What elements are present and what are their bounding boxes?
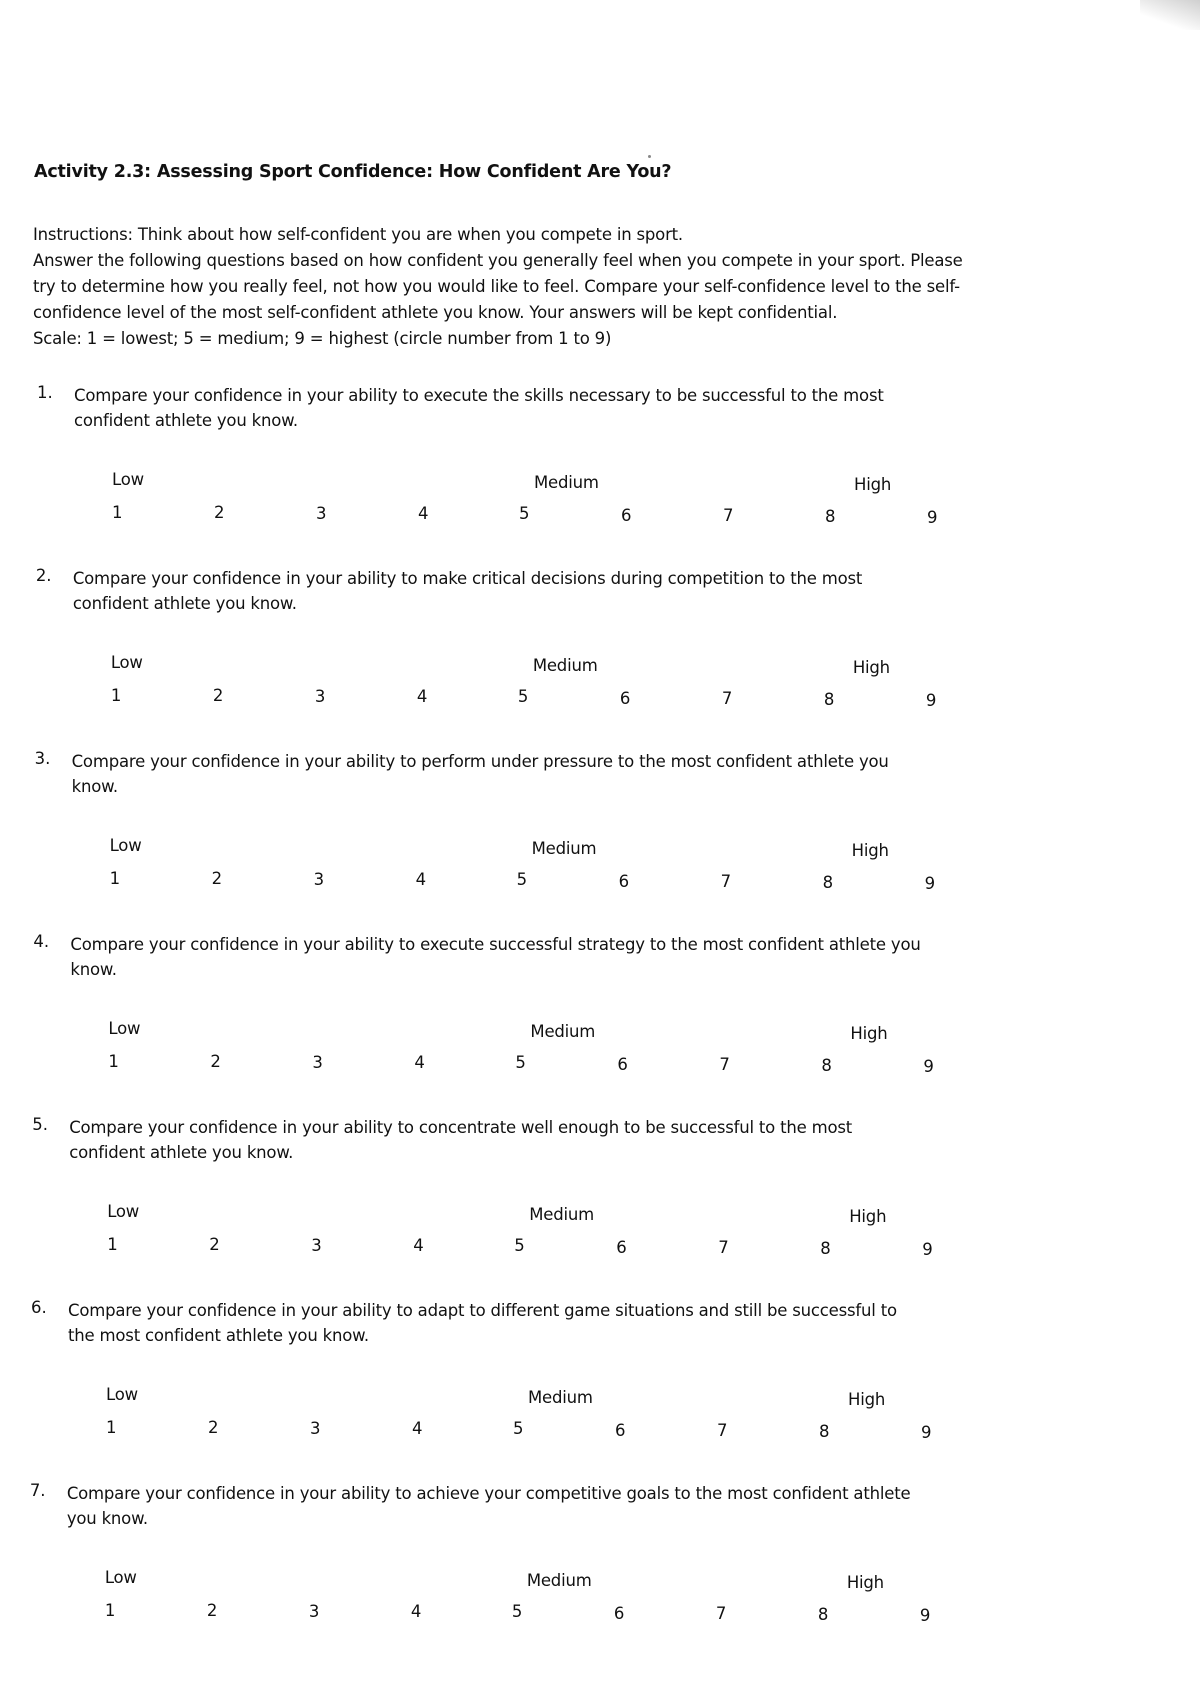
scale-option-7[interactable]: 7 <box>718 1238 729 1257</box>
scale-option-9[interactable]: 9 <box>923 1057 934 1076</box>
scan-speck <box>648 155 651 158</box>
scale-option-1[interactable]: 1 <box>107 1235 118 1254</box>
question-item <box>0 749 1098 899</box>
scale-option-5[interactable]: 5 <box>515 1053 526 1072</box>
scale-option-8[interactable]: 8 <box>820 1239 831 1258</box>
scale-option-1[interactable]: 1 <box>110 686 122 705</box>
scale-option-4[interactable]: 4 <box>418 504 429 523</box>
scale-option-2[interactable]: 2 <box>209 1235 220 1254</box>
scale-low-label: Low <box>110 653 143 672</box>
scale-option-3[interactable]: 3 <box>312 1053 323 1072</box>
scale-option-3[interactable]: 3 <box>308 1602 320 1621</box>
scale-option-9[interactable]: 9 <box>922 1240 933 1259</box>
scale-option-4[interactable]: 4 <box>414 1053 425 1072</box>
question-number: 2. <box>35 566 52 585</box>
instructions-line: confidence level of the most self-confident athlete you know. Your answers will be kept confidential. <box>33 303 838 322</box>
question-text <box>69 1115 989 1165</box>
scale-option-7[interactable]: 7 <box>717 1421 728 1440</box>
question-item <box>0 932 1096 1082</box>
scale-option-6[interactable]: 6 <box>621 506 632 525</box>
question-text-line: Compare your confidence in your ability to adapt to different game situations and still be successful to <box>68 1301 897 1320</box>
scale-low-label: Low <box>106 1385 138 1404</box>
scale-option-9[interactable]: 9 <box>919 1606 931 1625</box>
question-item <box>0 1298 1094 1448</box>
scale-option-4[interactable]: 4 <box>413 1236 424 1255</box>
scale-option-6[interactable]: 6 <box>617 1055 628 1074</box>
scale-option-1[interactable]: 1 <box>108 1052 119 1071</box>
scale-high-label: High <box>850 1024 888 1043</box>
question-item <box>0 1481 1093 1631</box>
page-curl-shadow <box>1140 0 1200 30</box>
scale-option-6[interactable]: 6 <box>615 1421 626 1440</box>
scale-option-4[interactable]: 4 <box>416 687 428 706</box>
scale-option-9[interactable]: 9 <box>927 508 938 527</box>
scale-option-3[interactable]: 3 <box>313 870 325 889</box>
scale-low-label: Low <box>109 836 142 855</box>
scale-option-1[interactable]: 1 <box>112 503 123 522</box>
scale-option-2[interactable]: 2 <box>210 1052 221 1071</box>
scale-option-8[interactable]: 8 <box>822 873 834 892</box>
scale-option-8[interactable]: 8 <box>821 1056 832 1075</box>
scale-option-1[interactable]: 1 <box>109 869 121 888</box>
scale-option-4[interactable]: 4 <box>410 1602 422 1621</box>
question-text-line: Compare your confidence in your ability to concentrate well enough to be successful to the most <box>69 1118 853 1137</box>
scale-medium-label: Medium <box>529 1205 594 1224</box>
instructions-line: try to determine how you really feel, not how you would like to feel. Compare your self-confidence level to the self- <box>33 277 960 296</box>
question-text <box>72 749 992 799</box>
question-number: 7. <box>29 1481 46 1500</box>
scale-option-2[interactable]: 2 <box>206 1601 218 1620</box>
scale-option-9[interactable]: 9 <box>921 1423 932 1442</box>
question-number: 6. <box>31 1298 47 1317</box>
question-text-line: the most confident athlete you know. <box>68 1326 369 1345</box>
instructions-block <box>33 222 1033 352</box>
scale-option-6[interactable]: 6 <box>613 1604 625 1623</box>
scale-option-5[interactable]: 5 <box>519 504 530 523</box>
question-text-line: Compare your confidence in your ability to perform under pressure to the most confident athlete you <box>71 752 889 771</box>
question-text <box>68 1298 988 1348</box>
question-number: 3. <box>34 749 51 768</box>
question-number: 4. <box>33 932 50 951</box>
scale-option-2[interactable]: 2 <box>208 1418 219 1437</box>
scale-option-8[interactable]: 8 <box>817 1605 829 1624</box>
scale-medium-label: Medium <box>531 839 597 858</box>
scale-low-label: Low <box>104 1568 137 1587</box>
scale-medium-label: Medium <box>530 1022 596 1041</box>
instructions-line: Answer the following questions based on how confident you generally feel when you compete in your sport. Please <box>33 251 963 270</box>
scale-option-7[interactable]: 7 <box>721 689 733 708</box>
question-text-line: Compare your confidence in your ability to achieve your competitive goals to the most confident athlete <box>66 1484 911 1503</box>
scale-option-3[interactable]: 3 <box>311 1236 322 1255</box>
scale-option-6[interactable]: 6 <box>619 689 631 708</box>
scale-option-2[interactable]: 2 <box>211 869 223 888</box>
scale-option-1[interactable]: 1 <box>104 1601 116 1620</box>
activity-title: Activity 2.3: Assessing Sport Confidence: How Confident Are You? <box>34 162 672 182</box>
question-number: 1. <box>37 383 53 402</box>
scale-option-5[interactable]: 5 <box>511 1602 523 1621</box>
question-text-line: know. <box>71 777 118 796</box>
question-text <box>70 932 990 982</box>
question-text <box>67 1481 987 1531</box>
question-item <box>0 383 1100 533</box>
scale-option-8[interactable]: 8 <box>825 507 836 526</box>
scale-option-3[interactable]: 3 <box>316 504 327 523</box>
scale-medium-label: Medium <box>534 473 599 492</box>
scale-medium-label: Medium <box>532 656 598 675</box>
scale-low-label: Low <box>108 1019 141 1038</box>
scale-option-2[interactable]: 2 <box>214 503 225 522</box>
question-item <box>0 1115 1095 1265</box>
scale-option-6[interactable]: 6 <box>618 872 630 891</box>
question-text-line: Compare your confidence in your ability to execute successful strategy to the most confident athlete you <box>70 935 921 954</box>
scale-option-3[interactable]: 3 <box>310 1419 321 1438</box>
scale-option-7[interactable]: 7 <box>720 872 732 891</box>
scale-option-5[interactable]: 5 <box>514 1236 525 1255</box>
scale-option-7[interactable]: 7 <box>723 506 734 525</box>
question-text-line: Compare your confidence in your ability to execute the skills necessary to be successful to the most <box>74 386 884 405</box>
scale-option-4[interactable]: 4 <box>412 1419 423 1438</box>
scale-high-label: High <box>851 841 889 860</box>
scale-medium-label: Medium <box>528 1388 593 1407</box>
question-text-line: confident athlete you know. <box>74 411 298 430</box>
scale-option-9[interactable]: 9 <box>924 874 936 893</box>
scale-high-label: High <box>849 1207 887 1226</box>
question-item <box>0 566 1099 716</box>
scale-high-label: High <box>852 658 890 677</box>
scale-high-label: High <box>846 1573 884 1592</box>
scale-high-label: High <box>848 1390 886 1409</box>
scale-option-8[interactable]: 8 <box>819 1422 830 1441</box>
scale-option-6[interactable]: 6 <box>616 1238 627 1257</box>
scale-option-7[interactable]: 7 <box>715 1604 727 1623</box>
scale-legend: Scale: 1 = lowest; 5 = medium; 9 = highest (circle number from 1 to 9) <box>33 329 612 348</box>
question-text-line: you know. <box>66 1509 148 1528</box>
scale-high-label: High <box>854 475 892 494</box>
question-text-line: know. <box>70 960 117 979</box>
scale-option-7[interactable]: 7 <box>719 1055 730 1074</box>
scale-option-2[interactable]: 2 <box>212 686 224 705</box>
scale-option-9[interactable]: 9 <box>925 691 937 710</box>
scale-option-1[interactable]: 1 <box>106 1418 117 1437</box>
instructions-line: Instructions: Think about how self-confident you are when you compete in sport. <box>33 225 683 244</box>
question-text-line: confident athlete you know. <box>69 1143 294 1162</box>
question-text-line: Compare your confidence in your ability to make critical decisions during competition to the most <box>72 569 863 588</box>
question-text <box>74 383 994 433</box>
scale-low-label: Low <box>107 1202 140 1221</box>
question-text-line: confident athlete you know. <box>72 594 297 613</box>
question-number: 5. <box>32 1115 48 1134</box>
scale-low-label: Low <box>112 470 144 489</box>
scale-option-8[interactable]: 8 <box>823 690 835 709</box>
question-text <box>73 566 993 616</box>
scale-option-5[interactable]: 5 <box>516 870 528 889</box>
scale-option-5[interactable]: 5 <box>513 1419 524 1438</box>
scale-option-3[interactable]: 3 <box>314 687 326 706</box>
scale-option-4[interactable]: 4 <box>415 870 427 889</box>
scale-option-5[interactable]: 5 <box>517 687 529 706</box>
scale-medium-label: Medium <box>526 1571 592 1590</box>
